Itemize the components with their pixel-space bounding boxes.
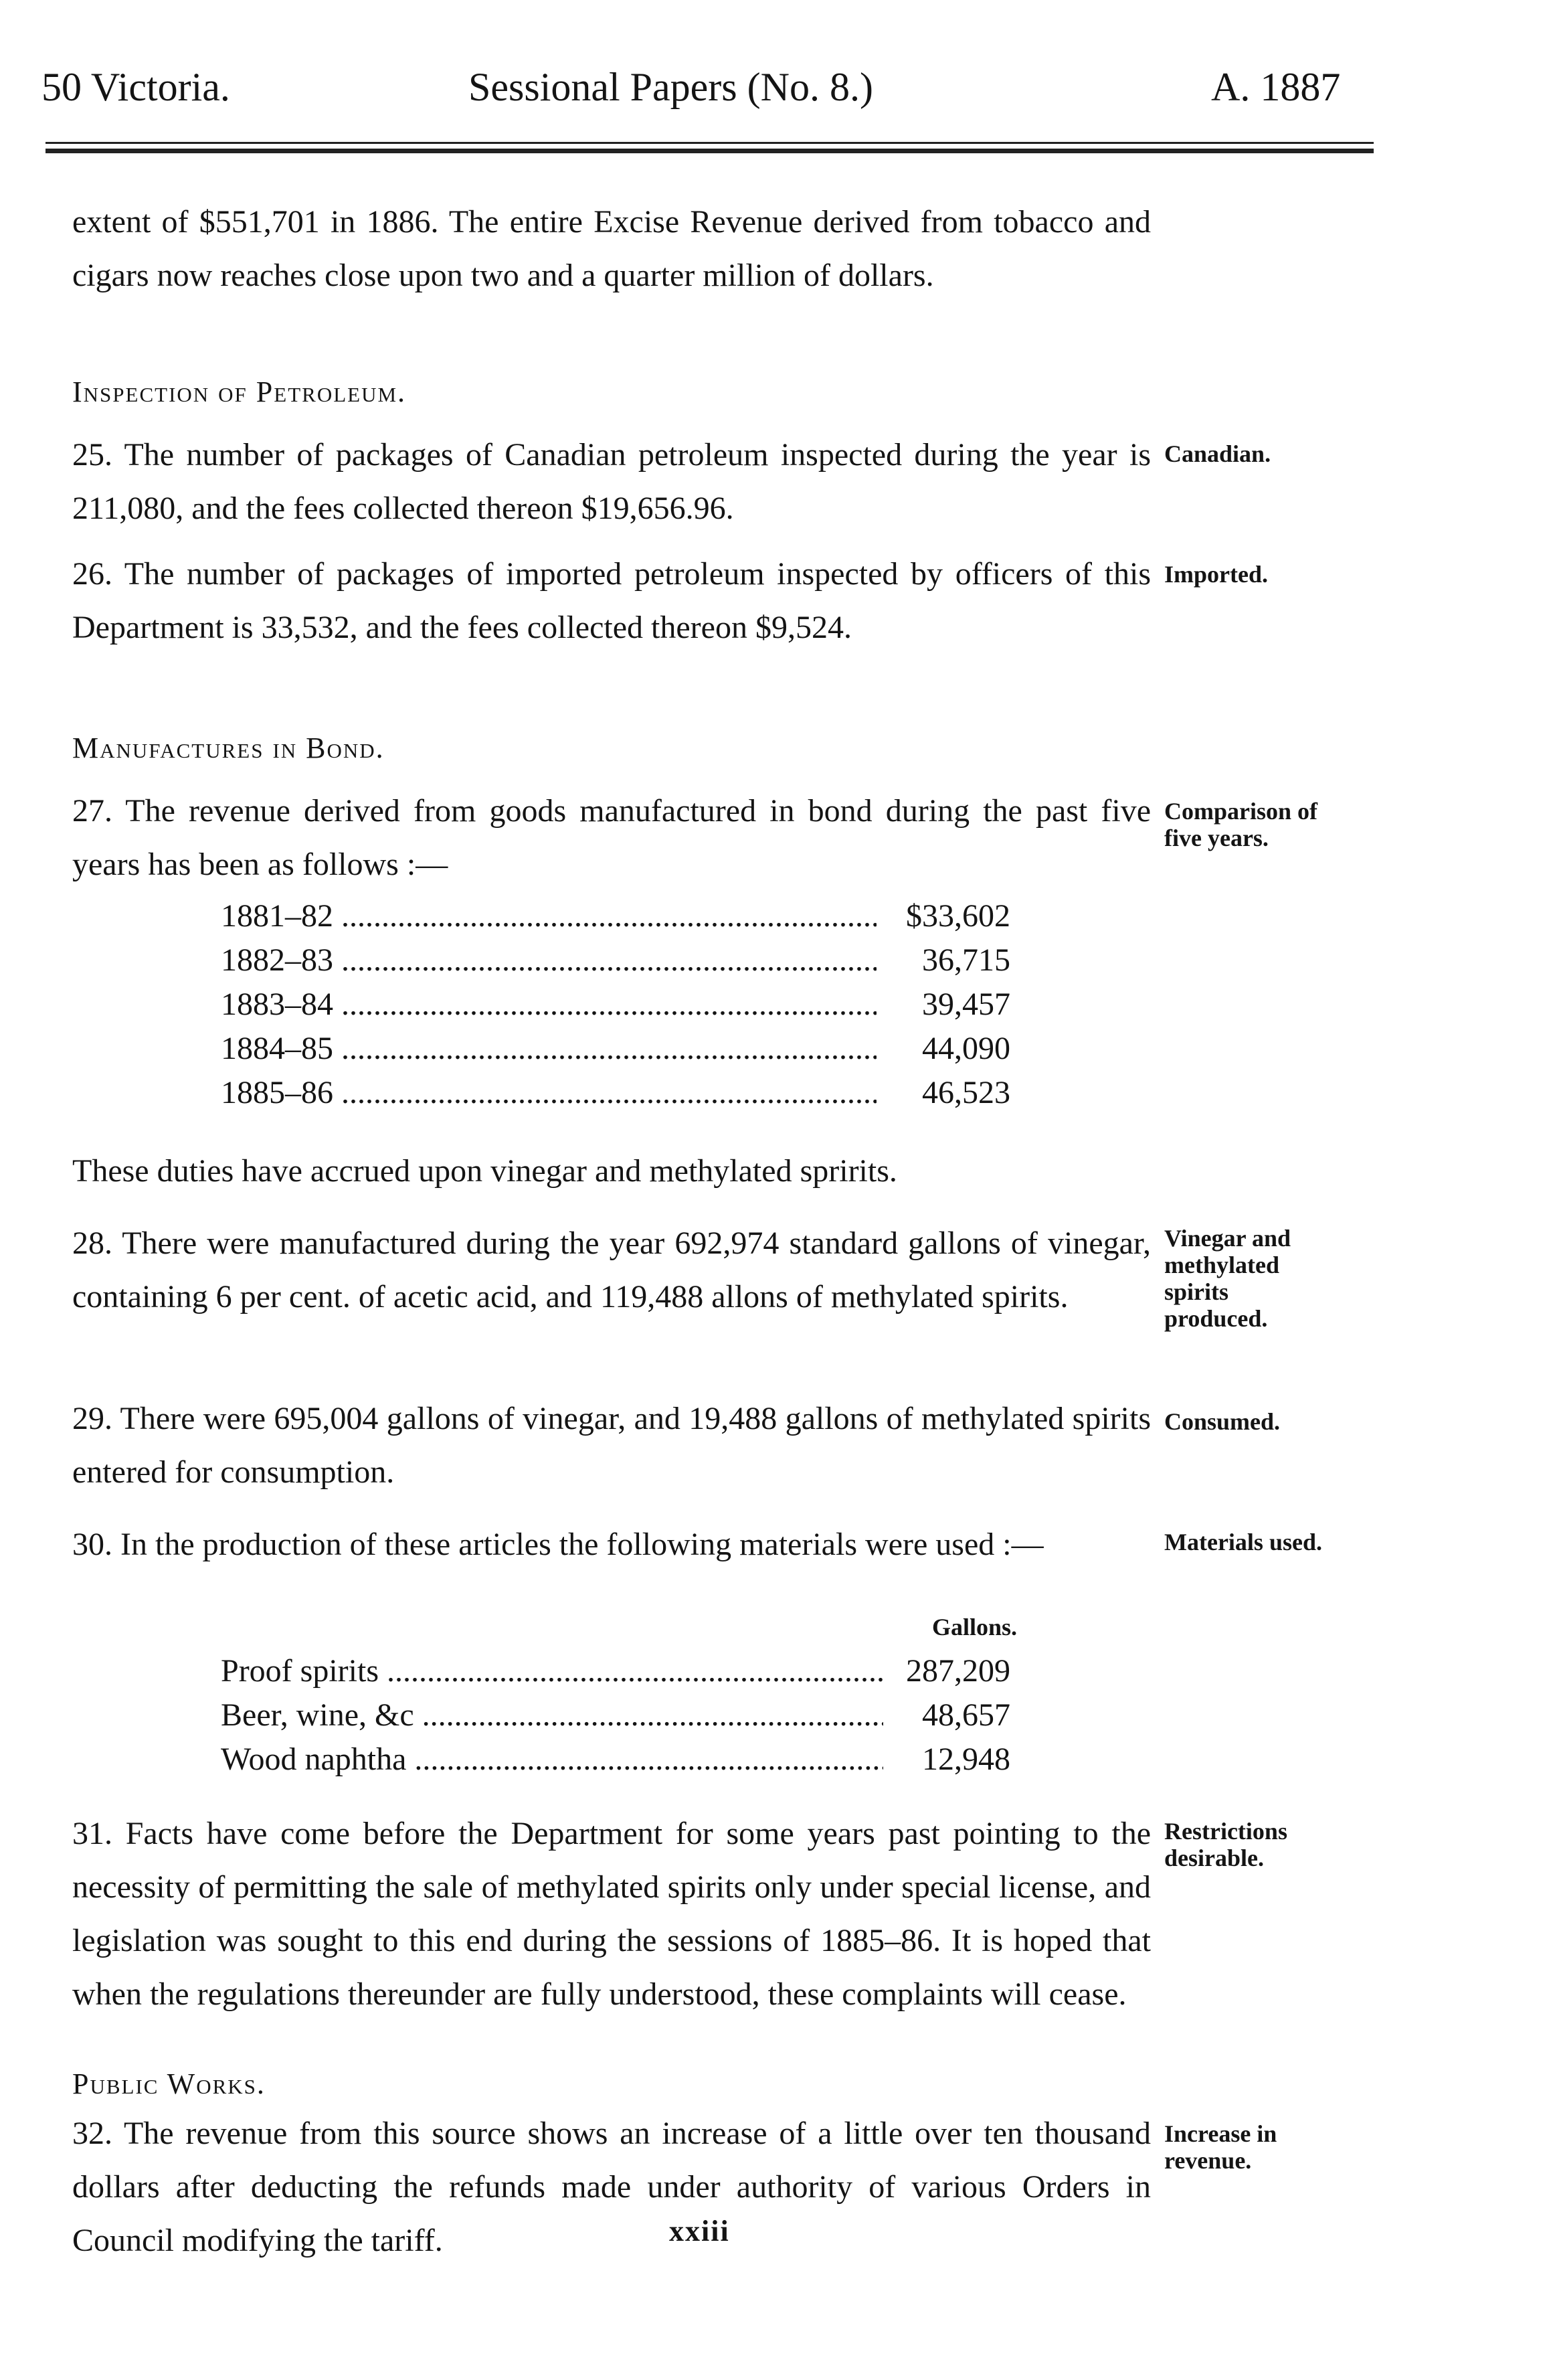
margin-note-restrictions: Restrictions desirable. [1164,1818,1287,1871]
table-row [221,938,1010,983]
table-cell-year: 1883–84 ..... [221,983,877,1027]
margin-note-consumed: Consumed. [1164,1408,1281,1435]
header-year: A. 1887 [1211,65,1341,109]
paragraph-26: 26. The number of packages of imported petroleum inspected by officers of this Department is 33,532, and the fees collected thereon $9,524. [72,556,1151,645]
paragraph-25: 25. The number of packages of Canadian petroleum inspected during the year is 211,080, and the fees collected thereon $19,656.96. [72,437,1151,526]
table-cell-amount: 46,523 [922,1075,1010,1110]
table-cell-gallons: 12,948 [922,1741,1010,1777]
table-cell-amount: $33,602 [906,898,1010,934]
table-cell-year: 1882–83 ..... [221,938,877,983]
table-cell-amount: 36,715 [922,942,1010,978]
section-heading-manufactures: Manufactures in Bond. [72,732,385,764]
margin-note-vinegar: Vinegar and methylated spirits produced. [1164,1225,1291,1332]
table-cell-amount: 39,457 [922,987,1010,1022]
table-cell-year: 1884–85 ..... [221,1027,877,1071]
margin-note-imported: Imported. [1164,561,1268,588]
table-row [221,983,1010,1027]
header-volume: 50 Victoria. [41,65,230,109]
table-row [221,1027,1010,1071]
table-row [221,1071,1010,1115]
table-cell-year: 1885–86 ..... [221,1071,877,1115]
paragraph-31: 31. Facts have come before the Department for some years past pointing to the necessity of permitting the sale of methylated spirits only under special license, and legislation was sought to this end during the sessions of 1885–86. It is hoped that when the regulations thereunder are fully understood, these complaints will cease. [72,1816,1151,2012]
header-rule-thin [45,142,1374,144]
section-heading-public-works: Public Works. [72,2067,266,2100]
table-cell-item: Beer, wine, &c ..... [221,1693,883,1737]
table-cell-year: 1881–82 ..... [221,894,877,938]
margin-note-comparison: Comparison of five years. [1164,798,1318,851]
table-row [221,1649,1010,1693]
paragraph-28: 28. There were manufactured during the year 692,974 standard gallons of vinegar, containing 6 per cent. of acetic acid, and 119,488 allons of methylated spirits. [72,1225,1151,1314]
page-number: xxiii [669,2215,730,2247]
intro-paragraph: extent of $551,701 in 1886. The entire Excise Revenue derived from tobacco and cigars now reaches close upon two and a quarter million of dollars. [72,204,1151,293]
header-rule-thick [45,149,1374,153]
duties-note: These duties have accrued upon vinegar and methylated spririts. [72,1153,897,1189]
table-cell-gallons: 48,657 [922,1697,1010,1733]
paragraph-29: 29. There were 695,004 gallons of vinegar, and 19,488 gallons of methylated spirits entered for consumption. [72,1401,1151,1490]
table-cell-gallons: 287,209 [906,1653,1010,1689]
table-row [221,894,1010,938]
table-row [221,1737,1010,1782]
table-row [221,1693,1010,1737]
table-cell-amount: 44,090 [922,1031,1010,1066]
paragraph-32: 32. The revenue from this source shows an increase of a little over ten thousand dollars after deducting the refunds made under authority of various Orders in Council modifying the tariff. [72,2116,1151,2258]
margin-note-materials: Materials used. [1164,1529,1322,1555]
table-column-header: Gallons. [931,1614,1017,1640]
header-title: Sessional Papers (No. 8.) [468,65,873,109]
running-header [0,64,1555,118]
section-heading-petroleum: Inspection of Petroleum. [72,375,407,408]
margin-note-increase: Increase in revenue. [1164,2120,1277,2174]
table-cell-item: Wood naphtha ..... [221,1737,883,1782]
margin-note-canadian: Canadian. [1164,440,1271,467]
table-cell-item: Proof spirits ..... [221,1649,883,1693]
paragraph-30: 30. In the production of these articles the following materials were used :— [72,1527,1044,1562]
paragraph-27: 27. The revenue derived from goods manufactured in bond during the past five years has been as follows :— [72,793,1151,882]
